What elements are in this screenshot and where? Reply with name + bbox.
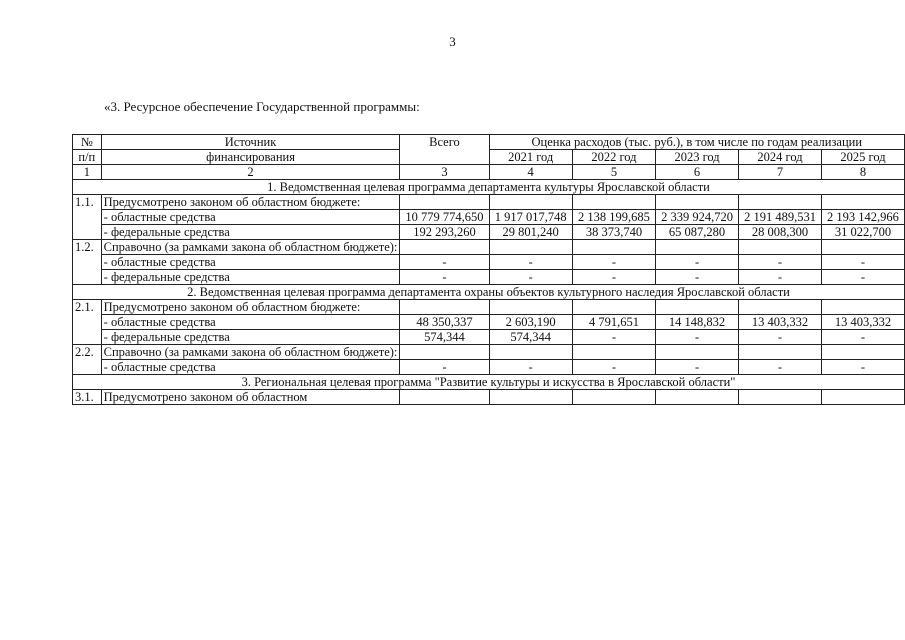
value-cell: 13 403,332 (739, 315, 822, 330)
value-cell: - (821, 330, 904, 345)
group-row (73, 300, 905, 315)
column-number: 6 (656, 165, 739, 180)
empty-cell (739, 300, 822, 315)
empty-cell (821, 345, 904, 360)
empty-cell (489, 345, 572, 360)
header-year: 2021 год (489, 150, 572, 165)
group-number: 3.1. (73, 390, 102, 405)
value-cell: 2 339 924,720 (656, 210, 739, 225)
header-source-cell-2 (101, 150, 400, 165)
empty-cell (489, 390, 572, 405)
value-cell: - (739, 360, 822, 375)
column-number: 7 (739, 165, 822, 180)
value-cell: - (572, 255, 655, 270)
header-row-2 (73, 150, 905, 165)
group-label: Предусмотрено законом об областном бюджете: (101, 195, 400, 210)
empty-cell (739, 345, 822, 360)
section-row (73, 180, 905, 195)
header-estimate: Оценка расходов (тыс. руб.), в том числе по годам реализации (489, 135, 904, 150)
header-year: 2024 год (739, 150, 822, 165)
empty-cell (400, 195, 489, 210)
value-cell: 1 917 017,748 (489, 210, 572, 225)
value-cell: 2 138 199,685 (572, 210, 655, 225)
header-num-cell (73, 135, 102, 150)
column-number: 1 (73, 165, 102, 180)
header-source-line2: финансирования (206, 150, 295, 164)
value-cell: 48 350,337 (400, 315, 489, 330)
empty-cell (821, 195, 904, 210)
header-year: 2022 год (572, 150, 655, 165)
page-number: 3 (449, 34, 456, 49)
resource-table (72, 134, 905, 405)
header-source-cell (101, 135, 400, 150)
value-cell: - (400, 360, 489, 375)
empty-cell (656, 195, 739, 210)
group-row (73, 345, 905, 360)
row-label: - областные средства (101, 315, 400, 330)
header-row-1 (73, 135, 905, 150)
header-num-cell-2 (73, 150, 102, 165)
value-cell: 31 022,700 (821, 225, 904, 240)
empty-cell (739, 195, 822, 210)
group-number: 2.2. (73, 345, 102, 375)
value-cell: - (489, 270, 572, 285)
column-number: 4 (489, 165, 572, 180)
value-cell: - (821, 255, 904, 270)
table-row (73, 210, 905, 225)
table-row (73, 315, 905, 330)
group-label: Предусмотрено законом об областном (101, 390, 400, 405)
value-cell: 4 791,651 (572, 315, 655, 330)
value-cell: - (656, 255, 739, 270)
group-row (73, 240, 905, 255)
table-row (73, 330, 905, 345)
empty-cell (739, 390, 822, 405)
column-number: 5 (572, 165, 655, 180)
empty-cell (400, 345, 489, 360)
group-number: 1.2. (73, 240, 102, 285)
value-cell: 2 603,190 (489, 315, 572, 330)
value-cell: - (656, 360, 739, 375)
value-cell: - (572, 330, 655, 345)
empty-cell (489, 195, 572, 210)
empty-cell (572, 390, 655, 405)
group-number: 1.1. (73, 195, 102, 240)
column-number: 2 (101, 165, 400, 180)
group-row (73, 390, 905, 405)
value-cell: - (739, 330, 822, 345)
group-label: Справочно (за рамками закона об областном бюджете): (101, 345, 400, 360)
empty-cell (572, 195, 655, 210)
value-cell: - (489, 360, 572, 375)
value-cell: - (572, 270, 655, 285)
section-row (73, 375, 905, 390)
value-cell: 2 193 142,966 (821, 210, 904, 225)
header-total: Всего (400, 135, 489, 165)
empty-cell (400, 240, 489, 255)
section-title: 2. Ведомственная целевая программа департамента охраны объектов культурного наследия Ярославской области (73, 285, 905, 300)
table-row (73, 225, 905, 240)
value-cell: - (656, 270, 739, 285)
value-cell: 574,344 (489, 330, 572, 345)
table-row (73, 270, 905, 285)
group-row (73, 195, 905, 210)
empty-cell (821, 240, 904, 255)
group-label: Предусмотрено законом об областном бюджете: (101, 300, 400, 315)
value-cell: 13 403,332 (821, 315, 904, 330)
value-cell: 2 191 489,531 (739, 210, 822, 225)
value-cell: 29 801,240 (489, 225, 572, 240)
empty-cell (656, 390, 739, 405)
value-cell: 192 293,260 (400, 225, 489, 240)
section-heading: «3. Ресурсное обеспечение Государственной программы: (104, 99, 420, 114)
empty-cell (656, 240, 739, 255)
table-row (73, 360, 905, 375)
empty-cell (400, 300, 489, 315)
header-num-line2: п/п (78, 150, 96, 164)
value-cell: 14 148,832 (656, 315, 739, 330)
value-cell: - (400, 270, 489, 285)
empty-cell (656, 345, 739, 360)
row-label: - федеральные средства (101, 330, 400, 345)
header-source-line1: Источник (224, 135, 277, 149)
row-label: - федеральные средства (101, 270, 400, 285)
empty-cell (656, 300, 739, 315)
group-number: 2.1. (73, 300, 102, 345)
value-cell: - (821, 360, 904, 375)
value-cell: 65 087,280 (656, 225, 739, 240)
value-cell: - (739, 255, 822, 270)
section-title: 1. Ведомственная целевая программа департамента культуры Ярославской области (73, 180, 905, 195)
row-label: - областные средства (101, 210, 400, 225)
empty-cell (400, 390, 489, 405)
value-cell: 38 373,740 (572, 225, 655, 240)
row-label: - федеральные средства (101, 225, 400, 240)
row-label: - областные средства (101, 255, 400, 270)
header-num-line1: № (80, 135, 93, 149)
empty-cell (821, 390, 904, 405)
value-cell: - (572, 360, 655, 375)
section-title: 3. Региональная целевая программа "Развитие культуры и искусства в Ярославской области" (73, 375, 905, 390)
empty-cell (572, 345, 655, 360)
value-cell: - (821, 270, 904, 285)
column-number: 3 (400, 165, 489, 180)
empty-cell (821, 300, 904, 315)
row-label: - областные средства (101, 360, 400, 375)
empty-cell (489, 240, 572, 255)
value-cell: 28 008,300 (739, 225, 822, 240)
empty-cell (489, 300, 572, 315)
value-cell: 574,344 (400, 330, 489, 345)
group-label: Справочно (за рамками закона об областном бюджете): (101, 240, 400, 255)
value-cell: 10 779 774,650 (400, 210, 489, 225)
empty-cell (572, 240, 655, 255)
value-cell: - (656, 330, 739, 345)
column-number: 8 (821, 165, 904, 180)
column-number-row (73, 165, 905, 180)
value-cell: - (489, 255, 572, 270)
table-row (73, 255, 905, 270)
value-cell: - (739, 270, 822, 285)
header-year: 2023 год (656, 150, 739, 165)
header-year: 2025 год (821, 150, 904, 165)
section-row (73, 285, 905, 300)
empty-cell (739, 240, 822, 255)
value-cell: - (400, 255, 489, 270)
empty-cell (572, 300, 655, 315)
